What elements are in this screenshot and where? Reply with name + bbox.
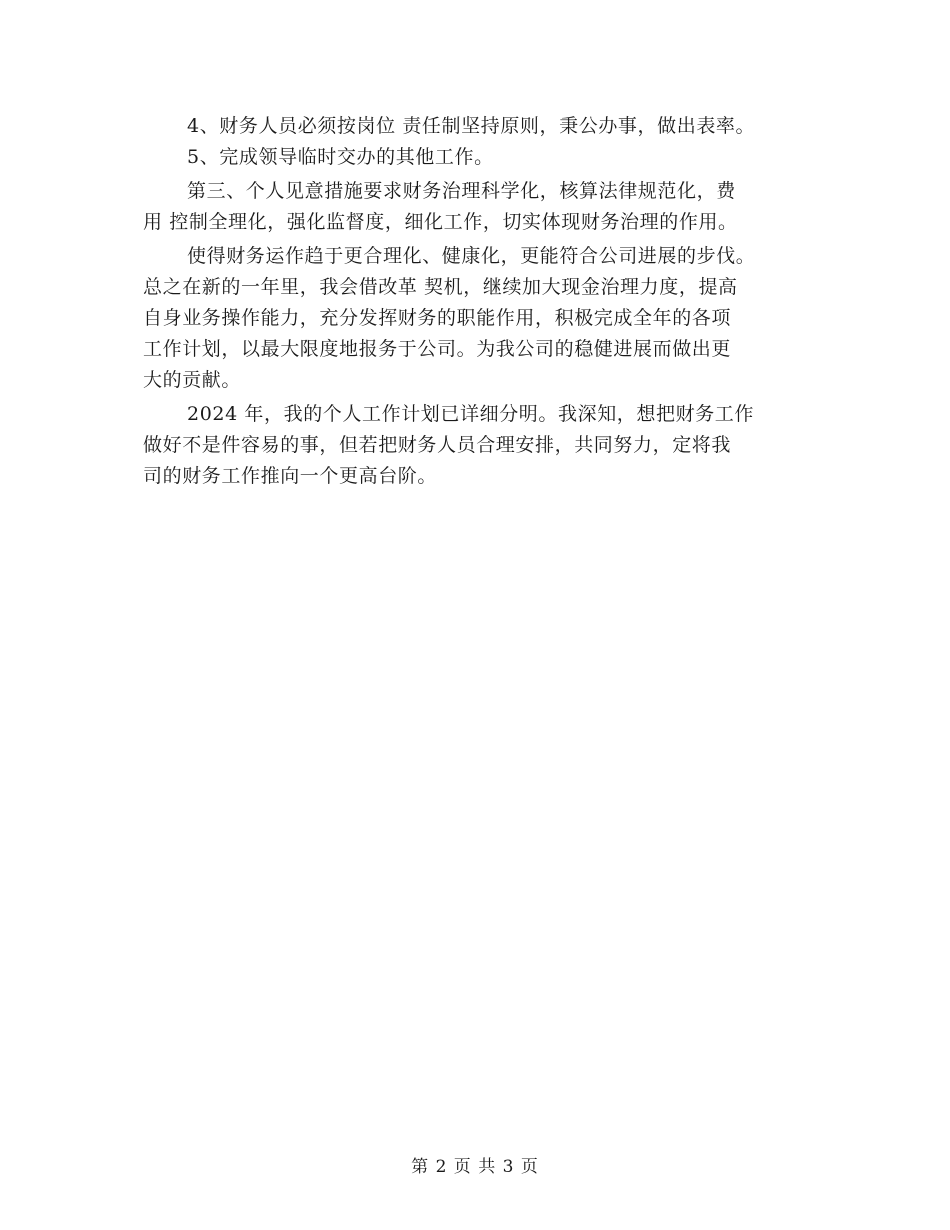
paragraph-line-summary-4: 工作计划，以最大限度地报务于公司。为我公司的稳健进展而做出更 (143, 338, 732, 360)
document-body (143, 111, 813, 492)
paragraph-line-summary-start: 使得财务运作趋于更合理化、健康化，更能符合公司进展的步伐。 (187, 245, 756, 267)
paragraph-line-summary-5: 大的贡献。 (143, 369, 242, 391)
paragraph-line-section-3-start: 第三、个人见意措施要求财务治理科学化，核算法律规范化，费 (187, 180, 736, 202)
paragraph-line-closing-3: 司的财务工作推向一个更高台阶。 (143, 465, 438, 487)
page-number-footer: 第 2 页 共 3 页 (411, 1157, 539, 1177)
paragraph-line-item-5: 5、完成领导临时交办的其他工作。 (187, 146, 494, 168)
paragraph-line-item-4: 4、财务人员必须按岗位 责任制坚持原则，秉公办事，做出表率。 (187, 115, 756, 137)
paragraph-line-summary-3: 自身业务操作能力，充分发挥财务的职能作用，积极完成全年的各项 (143, 307, 732, 329)
paragraph-line-section-3-cont: 用 控制全理化，强化监督度，细化工作，切实体现财务治理的作用。 (143, 211, 738, 233)
paragraph-line-summary-2: 总之在新的一年里，我会借改革 契机，继续加大现金治理力度，提高 (143, 276, 738, 298)
paragraph-line-closing-2: 做好不是件容易的事，但若把财务人员合理安排，共同努力，定将我 (143, 434, 732, 456)
paragraph-line-closing-start: 2024 年，我的个人工作计划已详细分明。我深知，想把财务工作 (187, 403, 754, 425)
